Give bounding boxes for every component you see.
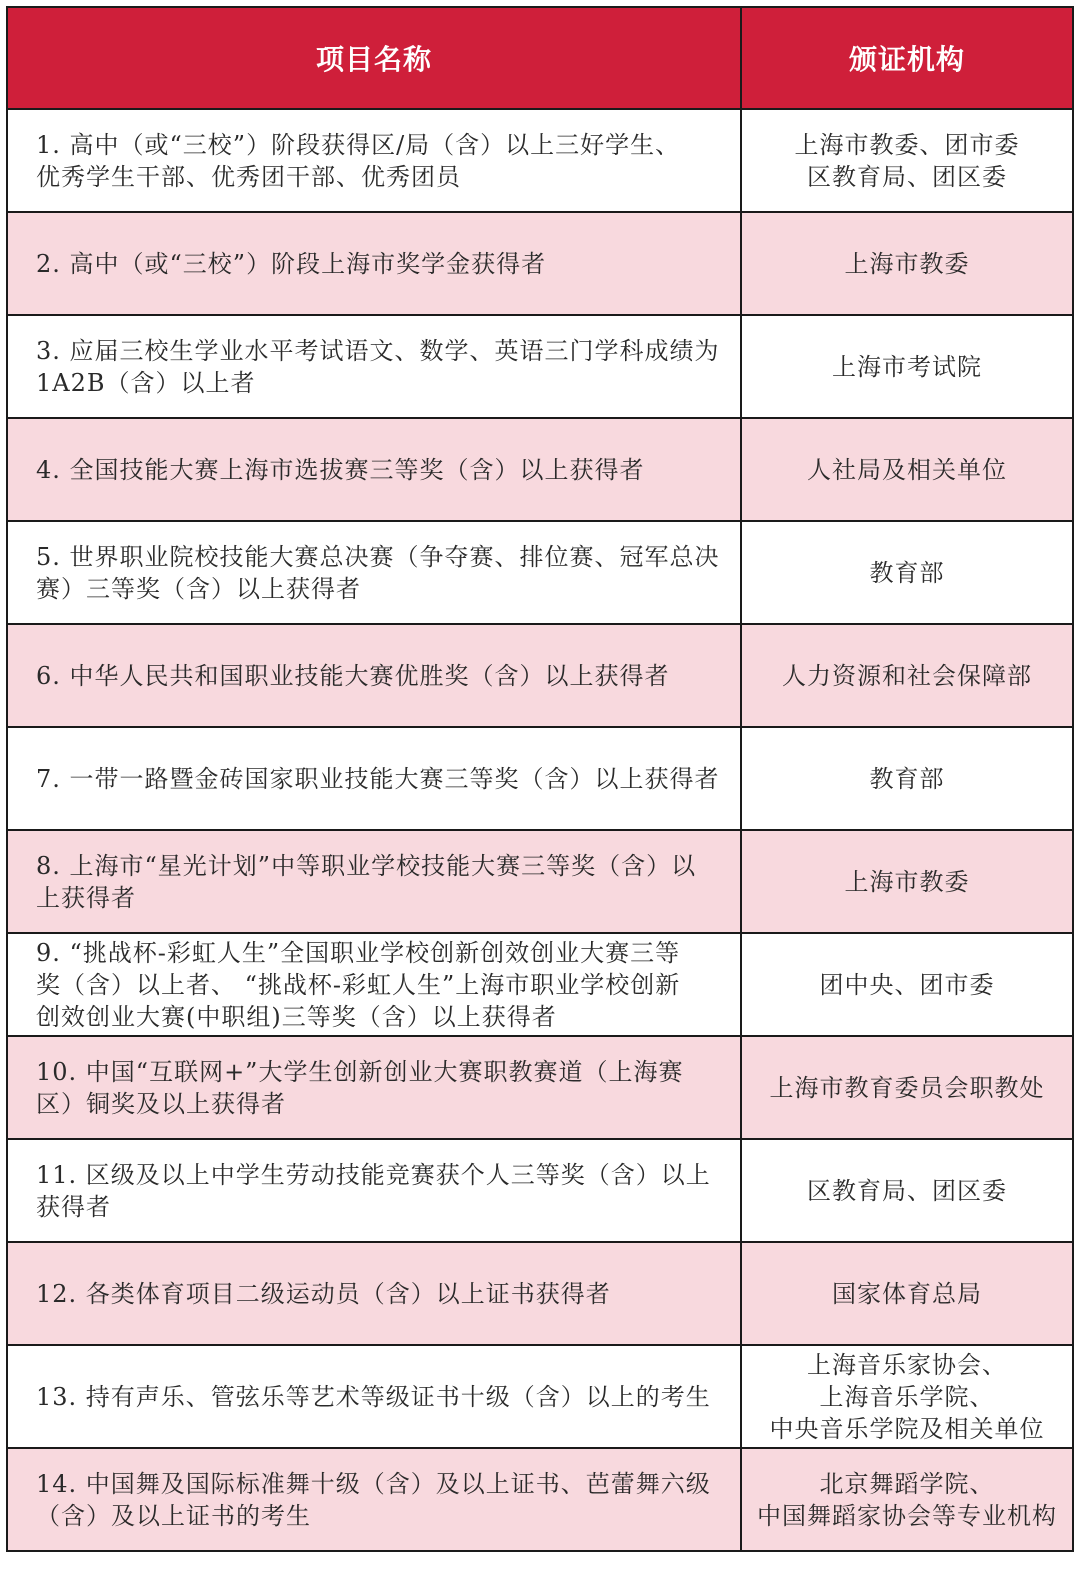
item-name-line: 优秀学生干部、优秀团干部、优秀团员 <box>36 162 461 191</box>
issuing-org-line: 团中央、团市委 <box>819 970 995 999</box>
issuing-org-line: 北京舞蹈学院、 <box>819 1469 995 1498</box>
item-name-line: 1A2B（含）以上者 <box>36 368 256 397</box>
issuing-org-cell <box>741 1139 1073 1242</box>
table-row <box>7 418 1073 521</box>
issuing-org-line: 中央音乐学院及相关单位 <box>769 1414 1045 1443</box>
item-name-line: 8. 上海市“星光计划”中等职业学校技能大赛三等奖（含）以 <box>36 851 697 880</box>
issuing-org-line: 教育部 <box>869 558 945 587</box>
table-row <box>7 521 1073 624</box>
item-name-cell <box>7 109 741 212</box>
issuing-org-cell <box>741 933 1073 1036</box>
certificate-table <box>6 6 1074 1552</box>
issuing-org-line: 区教育局、团区委 <box>807 162 1007 191</box>
table-row <box>7 933 1073 1036</box>
issuing-org-line: 上海市教委 <box>844 249 970 278</box>
item-name-cell <box>7 1242 741 1345</box>
issuing-org-cell <box>741 212 1073 315</box>
issuing-org-cell <box>741 1345 1073 1448</box>
header-issuing-org: 颁证机构 <box>741 7 1073 109</box>
item-name-cell <box>7 212 741 315</box>
issuing-org-cell <box>741 624 1073 727</box>
issuing-org-line: 上海市教委 <box>844 867 970 896</box>
issuing-org-cell <box>741 418 1073 521</box>
item-name-line: 13. 持有声乐、管弦乐等艺术等级证书十级（含）以上的考生 <box>36 1382 711 1411</box>
issuing-org-cell <box>741 315 1073 418</box>
issuing-org-line: 中国舞蹈家协会等专业机构 <box>757 1501 1057 1530</box>
issuing-org-cell <box>741 1448 1073 1551</box>
issuing-org-cell <box>741 1242 1073 1345</box>
table-row <box>7 315 1073 418</box>
item-name-line: 7. 一带一路暨金砖国家职业技能大赛三等奖（含）以上获得者 <box>36 764 720 793</box>
item-name-line: 14. 中国舞及国际标准舞十级（含）及以上证书、芭蕾舞六级 <box>36 1469 711 1498</box>
item-name-line: 5. 世界职业院校技能大赛总决赛（争夺赛、排位赛、冠军总决 <box>36 542 720 571</box>
item-name-cell <box>7 315 741 418</box>
issuing-org-line: 国家体育总局 <box>832 1279 982 1308</box>
item-name-cell <box>7 933 741 1036</box>
item-name-line: 赛）三等奖（含）以上获得者 <box>36 574 361 603</box>
item-name-line: 4. 全国技能大赛上海市选拔赛三等奖（含）以上获得者 <box>36 455 645 484</box>
issuing-org-cell <box>741 727 1073 830</box>
item-name-line: 9. “挑战杯-彩虹人生”全国职业学校创新创效创业大赛三等 <box>36 938 681 967</box>
issuing-org-line: 人社局及相关单位 <box>807 455 1007 484</box>
item-name-line: 10. 中国“互联网+”大学生创新创业大赛职教赛道（上海赛 <box>36 1057 684 1086</box>
issuing-org-line: 上海市教委、团市委 <box>794 130 1020 159</box>
item-name-line: 2. 高中（或“三校”）阶段上海市奖学金获得者 <box>36 249 547 278</box>
table-row <box>7 1448 1073 1551</box>
issuing-org-line: 上海市教育委员会职教处 <box>769 1073 1045 1102</box>
table-row <box>7 1242 1073 1345</box>
item-name-cell <box>7 1345 741 1448</box>
issuing-org-line: 教育部 <box>869 764 945 793</box>
table-row <box>7 1139 1073 1242</box>
item-name-line: 上获得者 <box>36 883 136 912</box>
item-name-cell <box>7 1139 741 1242</box>
issuing-org-cell <box>741 830 1073 933</box>
item-name-line: 12. 各类体育项目二级运动员（含）以上证书获得者 <box>36 1279 611 1308</box>
table-row <box>7 624 1073 727</box>
table-header-row <box>7 7 1073 109</box>
issuing-org-cell <box>741 521 1073 624</box>
issuing-org-line: 上海音乐学院、 <box>819 1382 995 1411</box>
table-row <box>7 212 1073 315</box>
item-name-cell <box>7 418 741 521</box>
table-row <box>7 1345 1073 1448</box>
item-name-line: 3. 应届三校生学业水平考试语文、数学、英语三门学科成绩为 <box>36 336 720 365</box>
item-name-line: 11. 区级及以上中学生劳动技能竞赛获个人三等奖（含）以上 <box>36 1160 711 1189</box>
item-name-line: 创效创业大赛(中职组)三等奖（含）以上获得者 <box>36 1002 557 1031</box>
issuing-org-line: 区教育局、团区委 <box>807 1176 1007 1205</box>
item-name-line: （含）及以上证书的考生 <box>36 1501 311 1530</box>
item-name-cell <box>7 624 741 727</box>
issuing-org-line: 上海音乐家协会、 <box>807 1350 1007 1379</box>
table-row <box>7 109 1073 212</box>
item-name-line: 奖（含）以上者、 “挑战杯-彩虹人生”上海市职业学校创新 <box>36 970 681 999</box>
issuing-org-cell <box>741 1036 1073 1139</box>
issuing-org-cell <box>741 109 1073 212</box>
item-name-line: 6. 中华人民共和国职业技能大赛优胜奖（含）以上获得者 <box>36 661 670 690</box>
header-item-name: 项目名称 <box>7 7 741 109</box>
item-name-cell <box>7 1036 741 1139</box>
item-name-cell <box>7 727 741 830</box>
item-name-cell <box>7 830 741 933</box>
table-body <box>7 109 1073 1551</box>
item-name-line: 区）铜奖及以上获得者 <box>36 1089 286 1118</box>
table-row <box>7 830 1073 933</box>
item-name-line: 1. 高中（或“三校”）阶段获得区/局（含）以上三好学生、 <box>36 130 681 159</box>
issuing-org-line: 人力资源和社会保障部 <box>782 661 1032 690</box>
item-name-cell <box>7 521 741 624</box>
table-row <box>7 1036 1073 1139</box>
issuing-org-line: 上海市考试院 <box>832 352 982 381</box>
table-row <box>7 727 1073 830</box>
item-name-line: 获得者 <box>36 1192 111 1221</box>
item-name-cell <box>7 1448 741 1551</box>
